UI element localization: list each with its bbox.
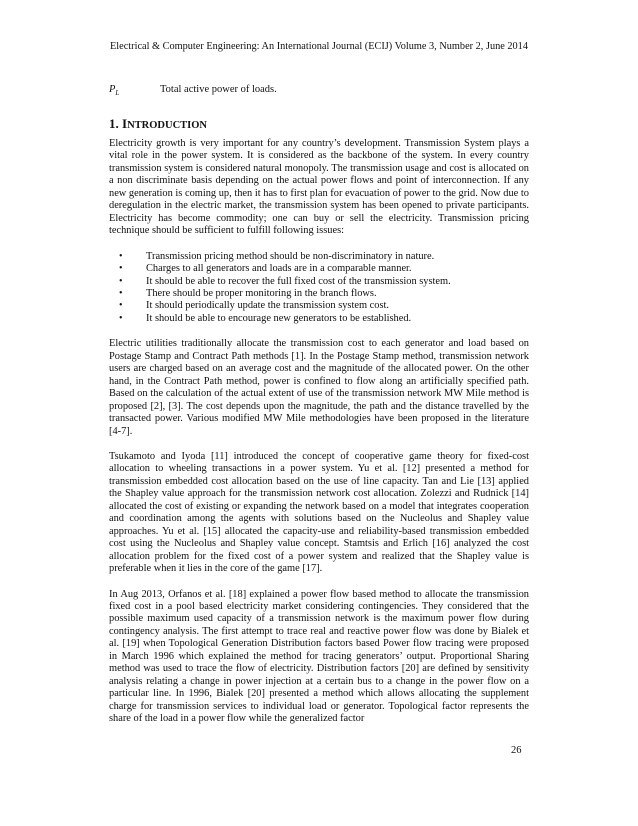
list-item (109, 288, 529, 300)
symbol-sub: L (115, 89, 120, 98)
list-item (109, 300, 529, 312)
list-item-text: It should be able to encourage new generators to be established. (146, 312, 412, 324)
page-number: 26 (511, 745, 522, 756)
section-rest: NTRODUCTION (127, 120, 207, 131)
symbol-description: Total active power of loads. (160, 84, 277, 95)
section-first-letter: I (122, 116, 128, 131)
bullet-icon: • (119, 275, 123, 287)
section-number: 1. (109, 116, 119, 131)
paragraph-1: Electricity growth is very important for any country’s development. Transmission System plays a vital role in the power system. It is considered as the backbone of the system. In every country transmission system is considered natural monopoly. The transmission usage and cost is allocated on a non discriminate basis depending on the actual power flows and point of interconnection. If any new generation is coming up, then it has to first plan for evacuation of power to the grid. Now due to deregulation in the electric market, the transmission system has been opened to private participants. Electricity has become commodity; one can buy or sell the electricity. Transmission pricing technique should be sufficient to fulfill following issues: (109, 138, 529, 237)
bullet-icon: • (119, 263, 123, 275)
list-item-text: Charges to all generators and loads are in a comparable manner. (146, 263, 412, 275)
list-item-text: There should be proper monitoring in the branch flows. (146, 287, 377, 299)
requirements-list (109, 251, 529, 326)
bullet-icon: • (119, 312, 123, 324)
list-item (109, 276, 529, 288)
list-item-text: Transmission pricing method should be non-discriminatory in nature. (146, 250, 435, 262)
list-item-text: It should periodically update the transmission system cost. (146, 300, 389, 312)
list-item (109, 251, 529, 263)
paragraph-4: In Aug 2013, Orfanos et al. [18] explained a power flow based method to allocate the transmission fixed cost in a pool based electricity market considering contingencies. They considered that the possible maximum used capacity of a transmission network is the maximum power flow during contingency analysis. The first attempt to trace real and reactive power flow was done by Bialek et al. [19] when Topological Generation Distribution factors based Power flow tracing were proposed in March 1996 which explained the method for tracing generators’ output. Proportional Sharing method was used to trace the flow of electricity. Distribution factors [20] are defined by sensitivity analysis relating a change in power injection at a certain bus to a change in the power flow on a particular line. In 1996, Bialek [20] presented a method which allows allocating the supplement charge for transmission services to individual load or generator. Topological factor represents the share of the load in a power flow while the generalized factor (109, 588, 529, 725)
bullet-icon: • (119, 287, 123, 299)
bullet-icon: • (119, 250, 123, 262)
list-item (109, 263, 529, 275)
section-heading (109, 116, 207, 132)
list-item-text: It should be able to recover the full fixed cost of the transmission system. (146, 275, 451, 287)
symbol-pl (109, 84, 119, 97)
paragraph-3: Tsukamoto and Iyoda [11] introduced the concept of cooperative game theory for fixed-cost allocation to wheeling transactions in a power system. Yu et al. [12] presented a method for transmission embedded cost allocation based on the use of line capacity. Tan and Lie [13] applied the Shapley value approach for the transmission network cost allocation. Zolezzi and Rudnick [14] allocated the cost of existing or expanding the network based on a model that integrates cooperation and coordination among the agents with solutions based on the Nucleolus and Shapley value approaches. Yu et al. [15] allocated the capacity-use and reliability-based transmission embedded cost using the Nucleolus and Shapley value concept. Stamtsis and Erlich [16] analyzed the cost allocation problem for the fixed cost of a power system and realized that the Shapley value is preferable when it lies in the core of the game [17]. (109, 450, 529, 575)
bullet-icon: • (119, 300, 123, 312)
paragraph-2: Electric utilities traditionally allocate the transmission cost to each generator and load based on Postage Stamp and Contract Path methods [1]. In the Postage Stamp method, transmission network users are charged based on an average cost and the magnitude of the allocated power. On the other hand, in the Contract Path method, power is confined to flow along an artificially specified path. Based on the calculation of the actual extent of use of the transmission network MW Mile method is proposed [2], [3]. The cost depends upon the magnitude, the path and the distance travelled by the transacted power. Various modified MW Mile methodologies have been proposed in the literature [4-7]. (109, 338, 529, 437)
journal-header: Electrical & Computer Engineering: An International Journal (ECIJ) Volume 3, Number 2, June 2014 (110, 41, 528, 52)
symbol-main: P (109, 84, 116, 95)
list-item (109, 313, 529, 325)
body-text (109, 138, 529, 738)
